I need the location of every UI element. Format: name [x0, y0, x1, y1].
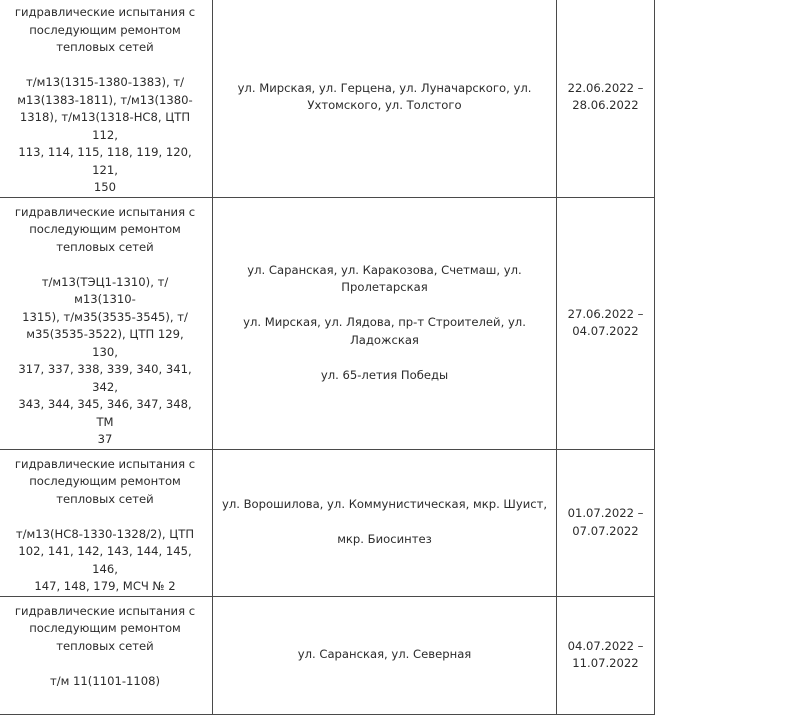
work-text: гидравлические испытания с	[14, 603, 196, 618]
work-text: гидравлические испытания с	[14, 5, 196, 19]
network-segments-text: 150	[93, 180, 117, 194]
period-start: 22.06.2022 –	[567, 80, 644, 95]
period-cell	[557, 0, 655, 197]
network-segments-text: м13(1383-1811), т/м13(1380-	[17, 92, 193, 107]
streets-cell	[213, 596, 557, 714]
network-segments-text: 1318), т/м13(1318-НС8, ЦТП 112,	[19, 110, 191, 142]
work-text: тепловых сетей	[56, 40, 154, 54]
network-segments-text: 102, 141, 142, 143, 144, 145, 146,	[18, 544, 192, 576]
streets-text: ул. Саранская, ул. Каракозова, Счетмаш, ул. Пролетарская	[247, 262, 522, 295]
network-segments-text: т/м 11(1101-1108)	[49, 673, 161, 688]
table-row	[0, 0, 655, 197]
network-segments-text: т/м13(НС8-1330-1328/2), ЦТП	[15, 526, 195, 541]
work-text: последующим ремонтом	[29, 22, 181, 37]
streets-cell	[213, 197, 557, 449]
network-segments-text: 113, 114, 115, 118, 119, 120, 121,	[18, 145, 192, 177]
work-text: тепловых сетей	[56, 638, 154, 653]
period-end: 28.06.2022	[572, 98, 639, 113]
period-cell	[557, 449, 655, 596]
work-text: тепловых сетей	[56, 239, 154, 254]
work-text: гидравлические испытания с	[14, 204, 196, 219]
table-row	[0, 596, 655, 714]
work-text: последующим ремонтом	[29, 621, 181, 635]
network-segments-text: 317, 337, 338, 339, 340, 341, 342,	[18, 362, 192, 394]
period-start: 04.07.2022 –	[567, 638, 644, 653]
work-description-cell	[0, 0, 213, 197]
period-cell	[557, 596, 655, 714]
network-segments-text: 37	[97, 432, 113, 446]
network-segments-text: м35(3535-3522), ЦТП 129, 130,	[26, 327, 184, 359]
work-description-cell	[0, 197, 213, 449]
network-segments-text: 1315), т/м35(3535-3545), т/	[22, 309, 188, 324]
work-text: гидравлические испытания с	[14, 456, 196, 471]
work-description-cell	[0, 596, 213, 714]
streets-text: ул. Саранская, ул. Северная	[297, 647, 472, 662]
period-end: 11.07.2022	[572, 656, 639, 670]
streets-cell	[213, 449, 557, 596]
network-segments-text: 147, 148, 179, МСЧ № 2	[34, 579, 176, 593]
streets-text: ул. Мирская, ул. Лядова, пр-т Строителей, ул. Ладожская	[243, 315, 526, 347]
streets-text: мкр. Биосинтез	[337, 532, 432, 547]
streets-text: ул. Мирская, ул. Герцена, ул. Луначарского, ул. Ухтомского, ул. Толстого	[237, 80, 532, 113]
period-start: 01.07.2022 –	[567, 506, 644, 520]
period-end: 04.07.2022	[572, 324, 639, 338]
period-start: 27.06.2022 –	[567, 306, 644, 321]
period-cell	[557, 197, 655, 449]
table-row	[0, 197, 655, 449]
work-text: тепловых сетей	[56, 491, 154, 506]
period-end: 07.07.2022	[572, 523, 639, 538]
work-text: последующим ремонтом	[29, 474, 181, 488]
work-text: последующим ремонтом	[29, 222, 181, 236]
network-segments-text: т/м13(1315-1380-1383), т/	[25, 75, 185, 89]
streets-text: ул. 65-летия Победы	[320, 367, 449, 382]
streets-cell	[213, 0, 557, 197]
network-segments-text: 343, 344, 345, 346, 347, 348, ТМ	[18, 397, 192, 429]
table-row	[0, 449, 655, 596]
network-segments-text: т/м13(ТЭЦ1-1310), т/м13(1310-	[41, 274, 169, 306]
streets-text: ул. Ворошилова, ул. Коммунистическая, мкр. Шуист,	[221, 497, 548, 512]
work-description-cell	[0, 449, 213, 596]
